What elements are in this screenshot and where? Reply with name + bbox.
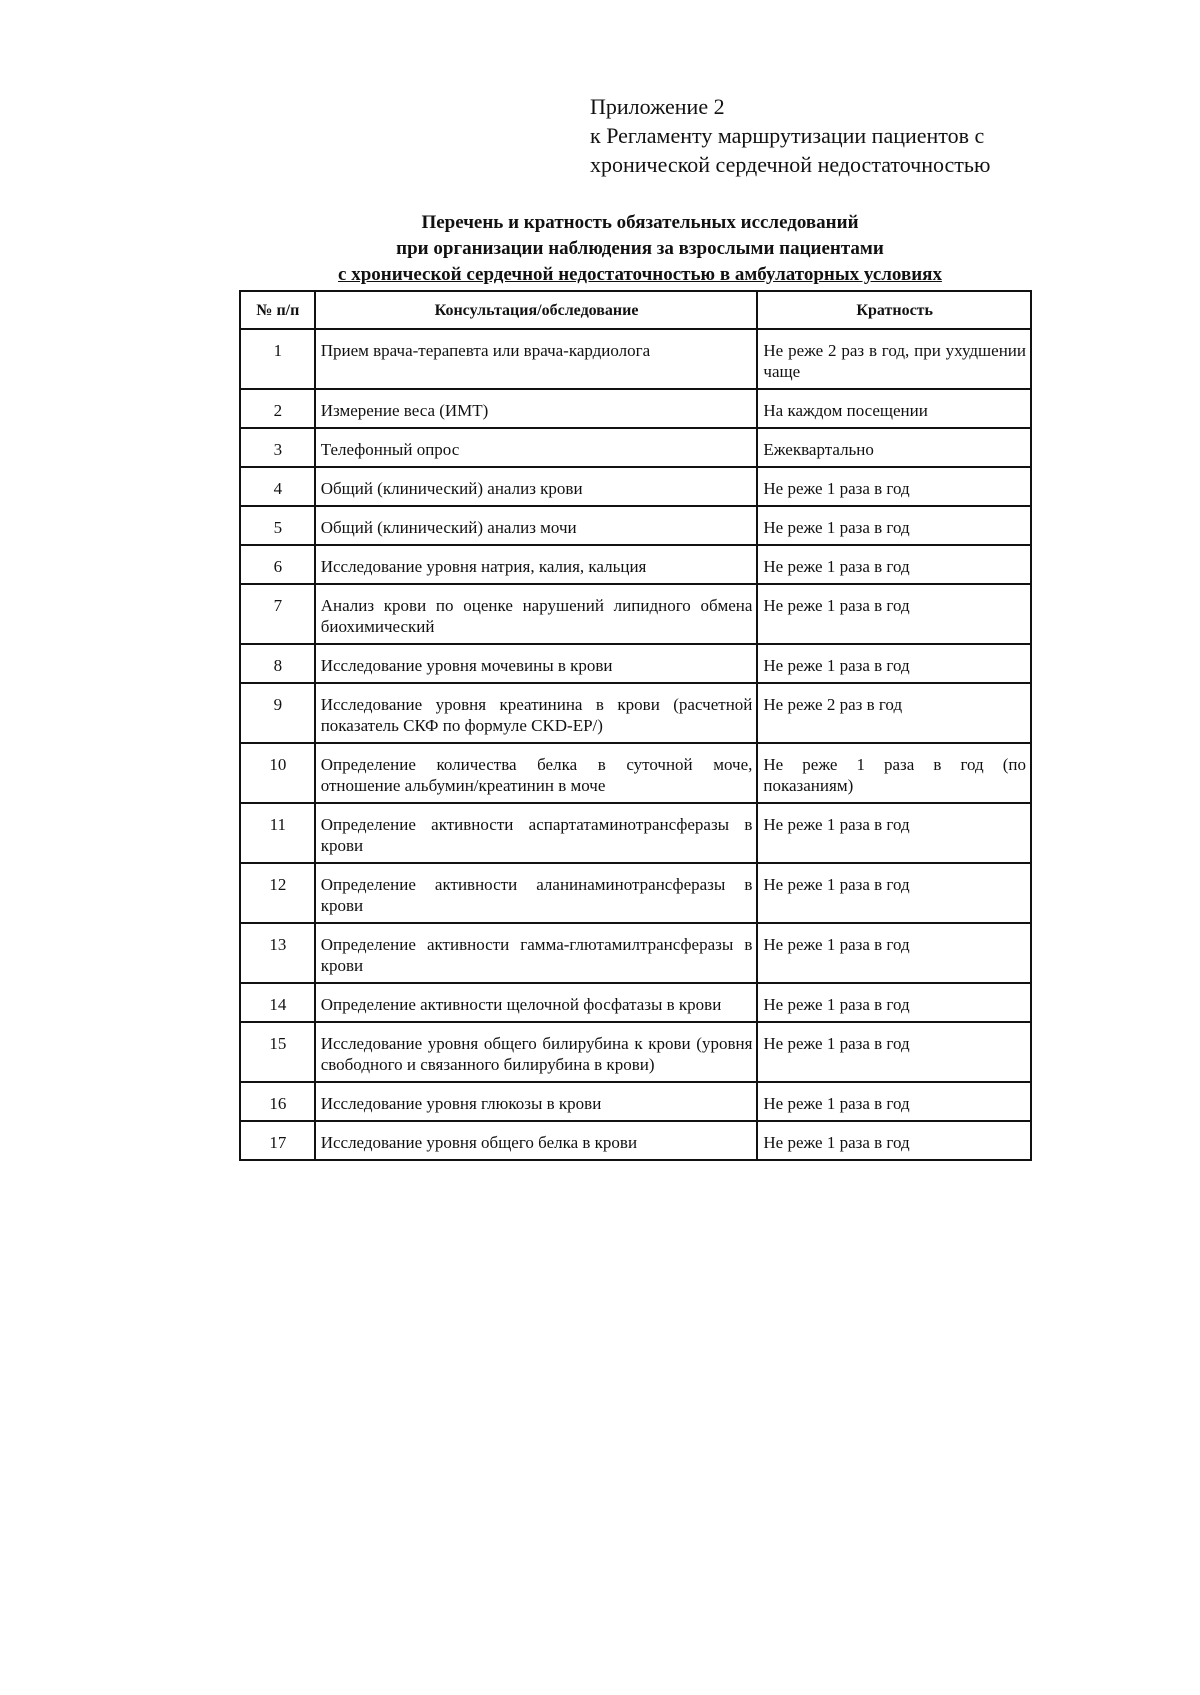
row-examination: Исследование уровня натрия, калия, кальция [315,545,758,584]
table-row [240,545,1031,584]
title-line-1: Перечень и кратность обязательных исследований [421,212,859,233]
title-line-3: с хронической сердечной недостаточностью в амбулаторных условиях [338,264,942,285]
row-examination: Исследование уровня креатинина в крови (расчетной показатель СКФ по формуле CKD-EP/) [315,683,758,743]
row-examination: Исследование уровня общего билирубина к крови (уровня свободного и связанного билирубина в крови) [315,1022,758,1082]
header-frequency: Кратность [757,291,1031,329]
row-examination: Общий (клинический) анализ крови [315,467,758,506]
table-row [240,983,1031,1022]
row-frequency: Не реже 1 раза в год [757,803,1031,863]
appendix-reference-line-1: к Регламенту маршрутизации пациентов с [590,123,985,148]
table-row [240,389,1031,428]
row-frequency: Не реже 1 раза в год [757,1082,1031,1121]
row-frequency: Не реже 1 раза в год [757,863,1031,923]
table-body [240,329,1031,1160]
row-number: 16 [240,1082,315,1121]
row-number: 11 [240,803,315,863]
title-line-2: при организации наблюдения за взрослыми пациентами [396,238,884,259]
row-examination: Определение количества белка в суточной моче, отношение альбумин/креатинин в моче [315,743,758,803]
row-number: 13 [240,923,315,983]
table-row [240,743,1031,803]
table-row [240,1022,1031,1082]
table-header-row [240,291,1031,329]
row-examination: Телефонный опрос [315,428,758,467]
row-frequency: Не реже 1 раза в год [757,584,1031,644]
row-number: 7 [240,584,315,644]
row-frequency: Не реже 1 раза в год (по показаниям) [757,743,1031,803]
row-number: 15 [240,1022,315,1082]
row-examination: Определение активности щелочной фосфатазы в крови [315,983,758,1022]
row-frequency: Не реже 1 раза в год [757,467,1031,506]
appendix-reference-line-2: хронической сердечной недостаточностью [590,152,991,177]
row-number: 3 [240,428,315,467]
row-examination: Измерение веса (ИМТ) [315,389,758,428]
row-number: 2 [240,389,315,428]
row-number: 12 [240,863,315,923]
row-frequency: Ежеквартально [757,428,1031,467]
row-frequency: Не реже 2 раз в год, при ухудшении чаще [757,329,1031,389]
row-frequency: Не реже 2 раз в год [757,683,1031,743]
table-row [240,467,1031,506]
row-frequency: Не реже 1 раза в год [757,545,1031,584]
row-frequency: Не реже 1 раза в год [757,923,1031,983]
row-number: 4 [240,467,315,506]
row-number: 9 [240,683,315,743]
header-number: № п/п [240,291,315,329]
table-row [240,329,1031,389]
table-row [240,428,1031,467]
row-examination: Определение активности аспартатаминотрансферазы в крови [315,803,758,863]
table-row [240,584,1031,644]
appendix-number: Приложение 2 [590,94,725,119]
examinations-table [239,290,1032,1161]
table-row [240,683,1031,743]
row-number: 14 [240,983,315,1022]
table-row [240,644,1031,683]
document-title [240,210,1040,288]
header-consultation: Консультация/обследование [315,291,758,329]
table-row [240,1082,1031,1121]
row-number: 17 [240,1121,315,1160]
row-number: 1 [240,329,315,389]
row-examination: Прием врача-терапевта или врача-кардиолога [315,329,758,389]
row-examination: Определение активности гамма-глютамилтрансферазы в крови [315,923,758,983]
table-row [240,506,1031,545]
row-examination: Исследование уровня глюкозы в крови [315,1082,758,1121]
row-frequency: Не реже 1 раза в год [757,506,1031,545]
table-row [240,863,1031,923]
row-frequency: На каждом посещении [757,389,1031,428]
row-examination: Исследование уровня мочевины в крови [315,644,758,683]
row-frequency: Не реже 1 раза в год [757,983,1031,1022]
table-row [240,923,1031,983]
row-examination: Анализ крови по оценке нарушений липидного обмена биохимический [315,584,758,644]
row-examination: Исследование уровня общего белка в крови [315,1121,758,1160]
row-examination: Определение активности аланинаминотрансферазы в крови [315,863,758,923]
row-number: 8 [240,644,315,683]
row-number: 6 [240,545,315,584]
row-frequency: Не реже 1 раза в год [757,1121,1031,1160]
row-number: 5 [240,506,315,545]
appendix-header [590,92,1090,179]
table-row [240,803,1031,863]
table-row [240,1121,1031,1160]
row-frequency: Не реже 1 раза в год [757,644,1031,683]
row-number: 10 [240,743,315,803]
row-examination: Общий (клинический) анализ мочи [315,506,758,545]
row-frequency: Не реже 1 раза в год [757,1022,1031,1082]
